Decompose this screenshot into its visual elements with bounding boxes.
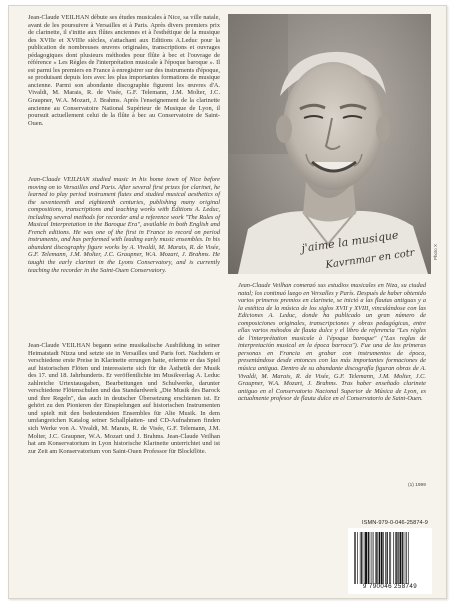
shirt-text-line1: j'aime la musique (300, 228, 400, 255)
photo-credit: Photo X (433, 243, 438, 260)
barcode-bar (406, 532, 407, 584)
barcode-bar (395, 532, 396, 584)
barcode-bar (402, 532, 403, 584)
barcode-bar (361, 532, 362, 584)
barcode-bar (364, 532, 365, 584)
barcode (348, 528, 432, 594)
author-photo (228, 14, 431, 274)
french-biography: Jean-Claude VEILHAN débute ses études musicales à Nice, sa ville natale, avant de les poursuivre à Versailles et à Paris. Après divers premiers prix de clarinette, il s'initie aux flûtes anciennes et à l'esthétique de la musique des XVIIe et XVIIIe siècles, s'attachant aux Editions A.Leduc pour la publication de nombreuses œuvres originales, transcriptions et ouvrages pédagogiques dont plusieurs méthodes pour flûte à bec et l'ouvrage de référence « Les Règles de l'interprétation musicale à l'époque baroque ». Il est parmi les premiers en France à enregistrer sur des instruments d'époque, se produisant depuis lors avec les plus importantes formations de musique ancienne. Parmi son abondante discographie figurent les œuvres d'A. Vivaldi, M. Marais, R. de Visée, G.F. Telemann, J.M. Molter, J.C. Graupner, W.A. Mozart, J. Brahms. Après l'enseignement de la clarinette ancienne au Conservatoire National Supérieur de Musique de Lyon, il poursuit actuellement celui de la flûte à bec au Conservatoire de Saint-Ouen. (28, 14, 220, 127)
barcode-bar (354, 532, 355, 584)
barcode-bar (398, 532, 399, 584)
barcode-bar (370, 532, 371, 584)
barcode-bar (408, 532, 409, 584)
barcode-digits: 9 790046 258749 (362, 583, 418, 590)
barcode-bar (375, 532, 376, 584)
barcode-bar (390, 532, 391, 584)
ismn-number: ISMN-979-0-046-25874-9 (362, 520, 428, 526)
barcode-bar (385, 532, 386, 584)
barcode-bar (372, 532, 373, 584)
barcode-bar (373, 532, 374, 584)
barcode-bar (377, 532, 378, 584)
barcode-bar (365, 532, 367, 584)
barcode-bar (379, 532, 380, 584)
barcode-bar (389, 532, 390, 584)
barcode-bar (368, 532, 369, 584)
back-cover (8, 5, 447, 599)
print-code: (1) 1999 (408, 483, 426, 488)
barcode-bar (357, 532, 358, 584)
barcode-bar (381, 532, 383, 584)
barcode-bars (354, 532, 428, 584)
shirt-text-line2: Kavrnmar en cotr (324, 247, 416, 271)
barcode-bar (393, 532, 394, 584)
barcode-bar (387, 532, 388, 584)
english-biography: Jean-Claude VEILHAN studied music in his home town of Nice before moving on to Versailles and Paris. After several first prizes for clarinet, he learned to play period instrument flutes and studied musical aesthetics of the seventeenth and eighteenth centuries, publishing many original compositions, transcriptions and teaching works with Éditions A. Leduc, including several methods for recorder and a reference work "The Rules of Musical Interpretation in the Baroque Era", available in both English and French editions. He was one of the first in France to record on period instruments, and has performed with leading early music ensembles. In his abundant discography figure works by A. Vivaldi, M. Marais, R. de Visée, G.F. Telemann, J.M. Molter, J.C. Graupner, W.A. Mozart, J. Brahms. He taught the early clarinet in the Lyons Conservatory, and is currently teaching the recorder in the Saint-Ouen Conservatory. (28, 176, 220, 274)
barcode-bar (360, 532, 361, 584)
spanish-biography: Jean-Claude Veilhan comenzó sus estudios musicales en Niza, su ciudad natal; los continuó luego en Versalles y París. Después de haber obtenido varios primeros premios en clarinete, se inició a las flautas antiguas y a la estética de la música de los siglos XVII y XVIII, vinculándose con las Ediciones A. Leduc, donde ha publicado un gran número de composiciones originales, transcripciones y obras pedagógicas, entre ellas varios métodos de flauta dulce y el libro de referencia "Les règles de l'interprétation musicale à l'époque baroque" ("Las reglas de interpretación musical en la época barroca"). Fue una de las primeras personas en Francia en grabar con instrumentos de época, presentándose desde entonces con las más importantes formaciones de música antigua. Dentro de su abundante discografía figuran obras de A. Vivaldi, M. Marais, R. de Visée, G.F. Telemann, J.M. Molter, J.C. Graupner, W.A. Mozart, J. Brahms. Tras haber enseñado clarinete antiguo en el Conservatorio Nacional Superior de Música de Lyon, es actualmente profesor de flauta dulce en el Conservatorio de Saint-Ouen. (238, 282, 426, 403)
barcode-bar (383, 532, 384, 584)
barcode-bar (405, 532, 406, 584)
barcode-bar (396, 532, 397, 584)
barcode-bar (400, 532, 402, 584)
german-biography: Jean-Claude VEILHAN begann seine musikalische Ausbildung in seiner Heimatstadt Nizza und setzte sie in Versailles und Paris fort. Nachdem er verschiedene erste Preise in Klarinette errungen hatte, erlernte er das Spiel auf historischen Flöten und interessierte sich für die Ästhetik der Musik des 17. und 18. Jahrhunderts. Er veröffentlichte im Musikverlag A. Leduc zahlreiche Urtextausgaben, Bearbeitungen und Schulwerke, darunter verschiedene Flötenschulen und das Standardwerk „Die Musik des Barock und ihre Regeln", das auch in deutscher Übersetzung erschienen ist. Er gehört zu den Pionieren der Einspielungen auf historischen Instrumenten und spielt mit den bedeutendsten Ensembles für Alte Musik. In dem umfangreichen Katalog seiner Schallplatten- und CD-Aufnahmen finden sich Werke von A. Vivaldi, M. Marais, R. de Visée, G.F. Telemann, J.M. Molter, J.C. Graupner, W.A. Mozart und J. Brahms. Jean-Claude Veilhan hat am Konservatorium in Lyon historische Klarinette unterrichtet und ist zur Zeit am Konservatorium von Saint-Ouen Professor für Blockflöte. (28, 342, 220, 455)
barcode-bar (355, 532, 356, 584)
